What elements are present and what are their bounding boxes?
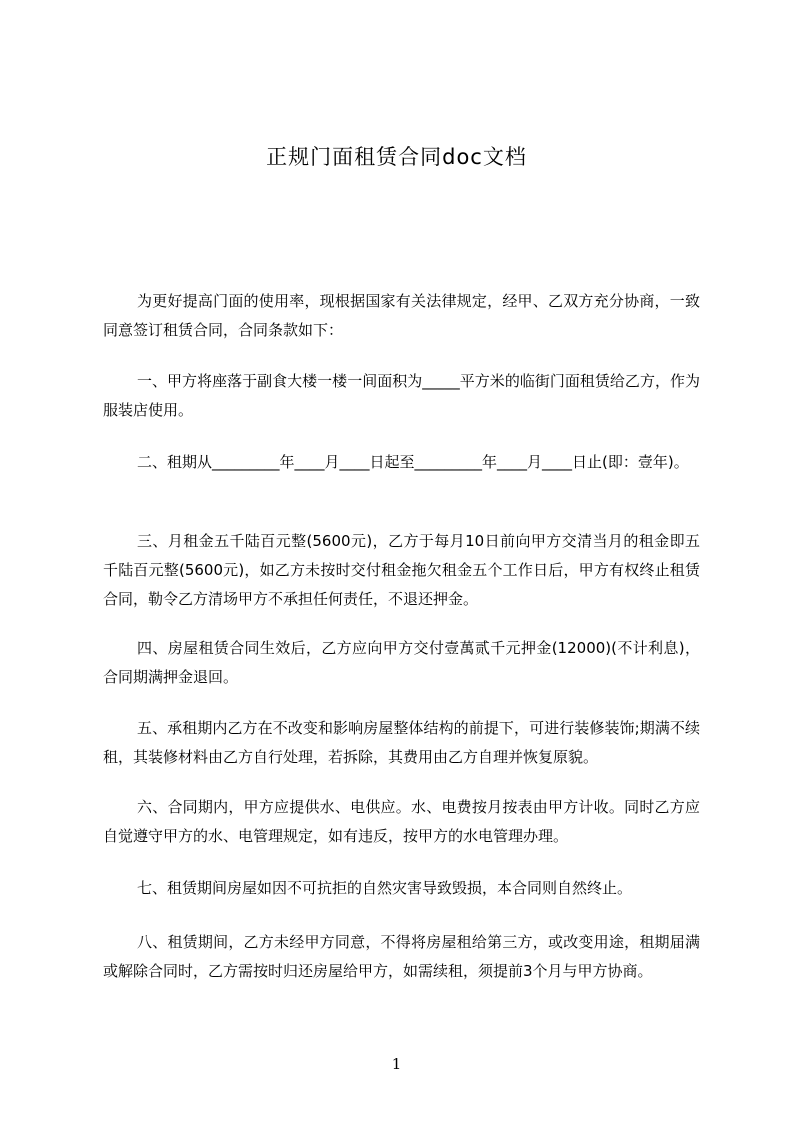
paragraph-clause-2: 二、租期从_________年____月____日起至_________年____月____日止(即：壹年)。: [137, 453, 689, 471]
paragraph-intro: 为更好提高门面的使用率，现根据国家有关法律规定，经甲、乙双方充分协商，一致同意签订租赁合同，合同条款如下：: [103, 292, 700, 339]
paragraph-clause-6: 六、合同期内，甲方应提供水、电供应。水、电费按月按表由甲方计收。同时乙方应自觉遵守甲方的水、电管理规定，如有违反，按甲方的水电管理办理。: [103, 798, 700, 845]
paragraph-clause-3: 三、月租金五千陆百元整(5600元)，乙方于每月10日前向甲方交清当月的租金即五千陆百元整(5600元)，如乙方未按时交付租金拖欠租金五个工作日后，甲方有权终止租赁合同，勒令乙方清场甲方不承担任何责任，不退还押金。: [103, 532, 700, 608]
paragraph-clause-1: 一、甲方将座落于副食大楼一楼一间面积为_____平方米的临街门面租赁给乙方，作为服装店使用。: [103, 372, 700, 419]
page-number: 1: [391, 1055, 402, 1073]
paragraph-clause-5: 五、承租期内乙方在不改变和影响房屋整体结构的前提下，可进行装修装饰;期满不续租，其装修材料由乙方自行处理，若拆除，其费用由乙方自理并恢复原貌。: [103, 719, 700, 766]
paragraph-clause-7: 七、租赁期间房屋如因不可抗拒的自然灾害导致毁损，本合同则自然终止。: [137, 879, 633, 897]
paragraph-clause-8: 八、租赁期间，乙方未经甲方同意，不得将房屋租给第三方，或改变用途，租期届满或解除合同时，乙方需按时归还房屋给甲方，如需续租，须提前3个月与甲方协商。: [103, 933, 700, 980]
paragraph-clause-4: 四、房屋租赁合同生效后，乙方应向甲方交付壹萬贰千元押金(12000)(不计利息)，合同期满押金退回。: [103, 639, 700, 686]
document-title: 正规门面租赁合同doc文档: [266, 145, 527, 169]
